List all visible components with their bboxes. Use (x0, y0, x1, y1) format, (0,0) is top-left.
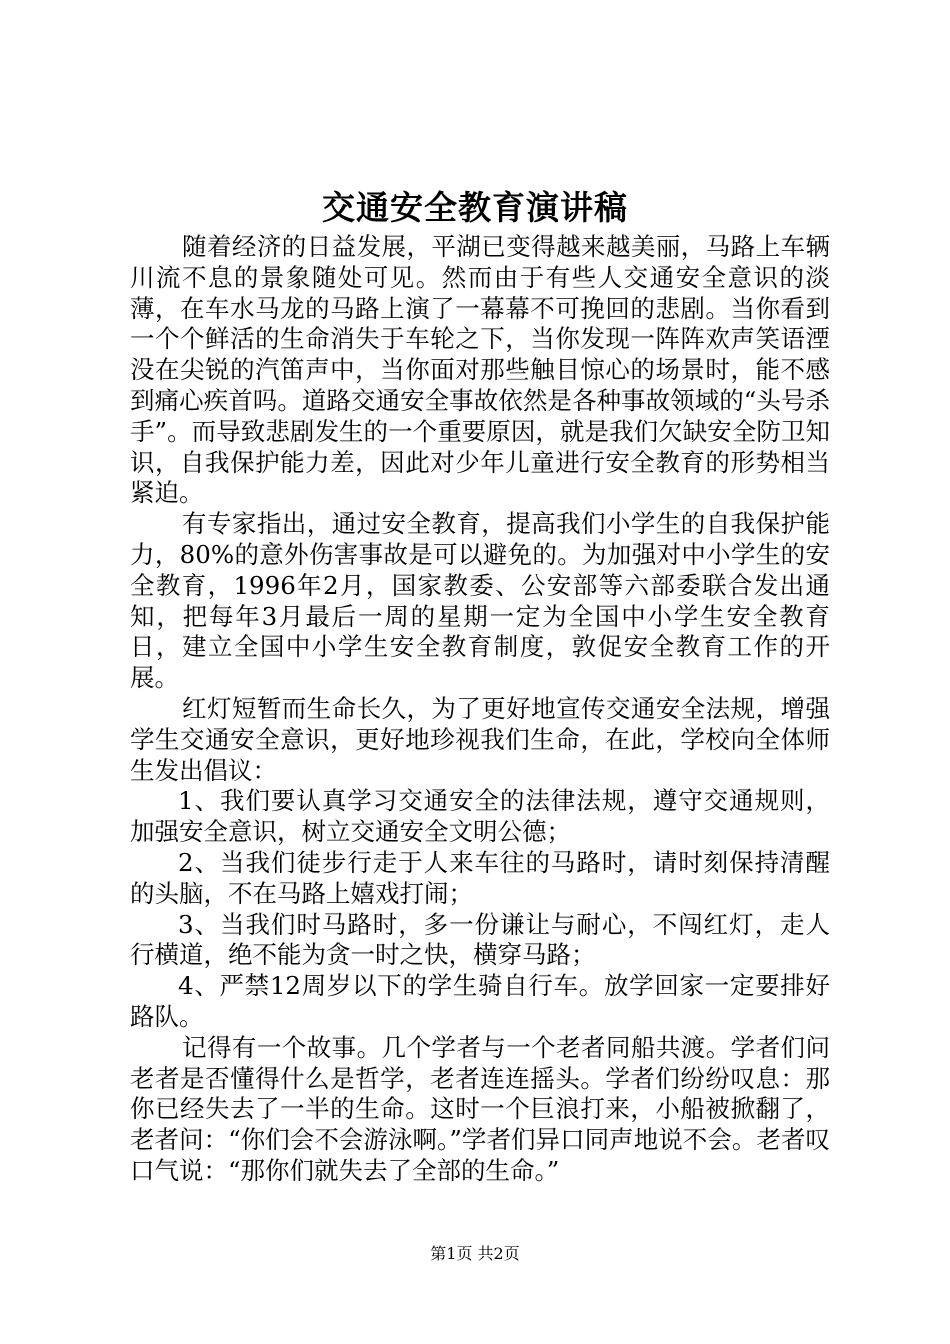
list-item-2: 2、当我们徒步行走于人来车往的马路时，请时刻保持清醒的头脑，不在马路上嬉戏打闹； (130, 847, 830, 908)
page-footer: 第1页 共2页 (430, 1244, 520, 1263)
list-item-4: 4、严禁12周岁以下的学生骑自行车。放学回家一定要排好路队。 (130, 971, 830, 1031)
paragraph-story: 记得有一个故事。几个学者与一个老者同船共渡。学者们问老者是否懂得什么是哲学，老者连连摇头。学者们纷纷叹息：那你已经失去了一半的生命。这时一个巨浪打来，小船被掀翻了，老者问：“你们会不会游泳啊。”学者们异口同声地说不会。老者叹口气说：“那你们就失去了全部的生命。” (130, 1032, 830, 1185)
paragraph-intro: 随着经济的日益发展，平湖已变得越来越美丽，马路上车辆川流不息的景象随处可见。然而由于有些人交通安全意识的淡薄，在车水马龙的马路上演了一幕幕不可挽回的悲剧。当你看到一个个鲜活的生命消失于车轮之下，当你发现一阵阵欢声笑语湮没在尖锐的汽笛声中，当你面对那些触目惊心的场景时，能不感到痛心疾首吗。道路交通安全事故依然是各种事故领域的“头号杀手”。而导致悲剧发生的一个重要原因，就是我们欠缺安全防卫知识，自我保护能力差，因此对少年儿童进行安全教育的形势相当紧迫。 (130, 232, 830, 508)
paragraph-expert: 有专家指出，通过安全教育，提高我们小学生的自我保护能力，80%的意外伤害事故是可以避免的。为加强对中小学生的安全教育，1996年2月，国家教委、公安部等六部委联合发出通知，把每年3月最后一周的星期一定为全国中小学生安全教育日，建立全国中小学生安全教育制度，敦促安全教育工作的开展。 (130, 509, 830, 693)
paragraph-proposal: 红灯短暂而生命长久，为了更好地宣传交通安全法规，增强学生交通安全意识，更好地珍视我们生命，在此，学校向全体师生发出倡议： (130, 693, 830, 785)
document-title: 交通安全教育演讲稿 (322, 188, 628, 227)
list-item-1: 1、我们要认真学习交通安全的法律法规，遵守交通规则，加强安全意识，树立交通安全文明公德； (130, 786, 830, 847)
list-item-3: 3、当我们时马路时，多一份谦让与耐心，不闯红灯，走人行横道，绝不能为贪一时之快，横穿马路； (130, 909, 830, 970)
document-body (130, 232, 830, 1187)
